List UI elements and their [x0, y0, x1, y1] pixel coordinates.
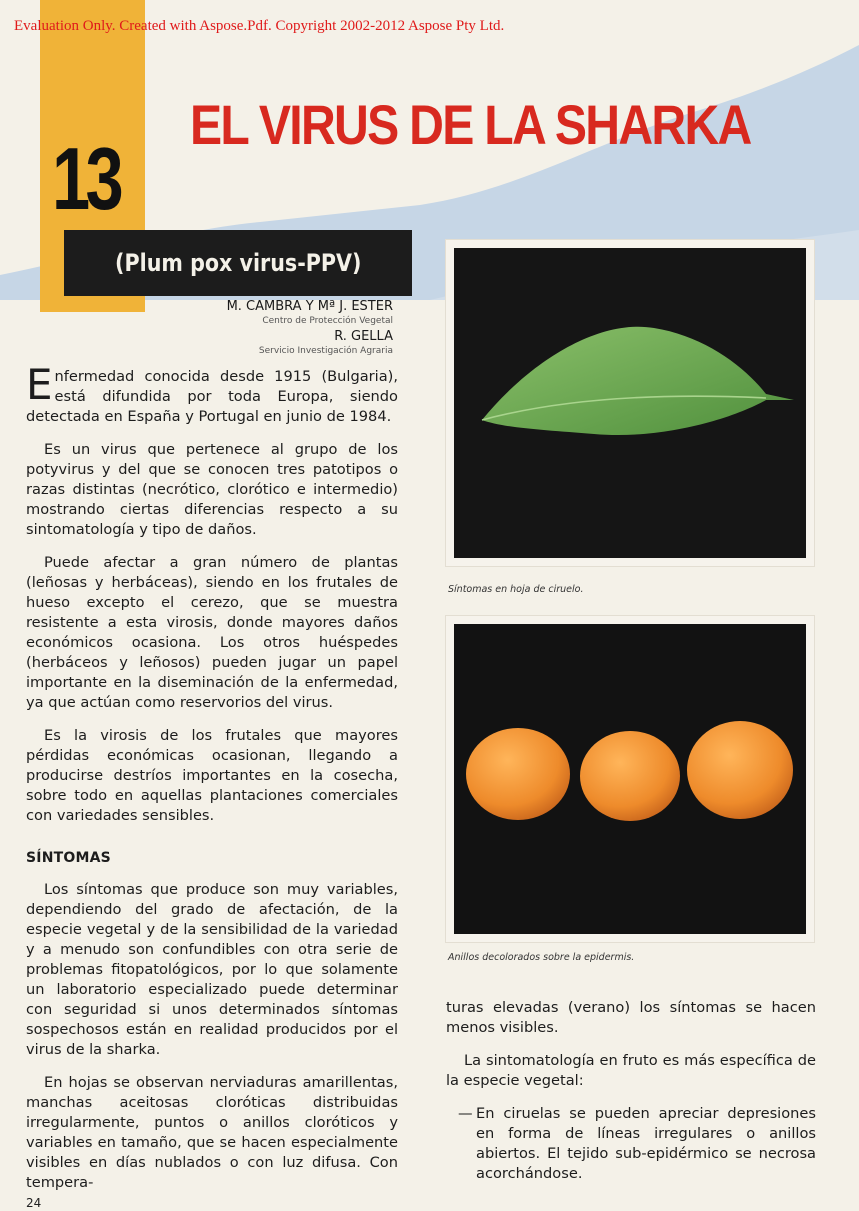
bullet-dash: —: [458, 1105, 473, 1122]
left-column: [26, 360, 398, 1206]
body-paragraph: Es la virosis de los frutales que mayores pérdidas económicas ocasionan, llegando a producirse destríos importantes en la cosecha, sobre todo en aquellas plantaciones comerciales con variedades sensibles.: [26, 727, 398, 824]
page-title: EL VIRUS DE LA SHARKA: [190, 93, 751, 156]
chapter-number: 13: [52, 129, 119, 228]
body-paragraph: Los síntomas que produce son muy variables, dependiendo del grado de afectación, de la especie vegetal y de la sensibilidad de la variedad y a menudo son confundibles con otra serie de problemas fitopatológicos, por lo que solamente un laboratorio especializado puede determinar con seguridad si unos determinados síntomas sospechosos están en realidad producidos por el virus de la sharka.: [26, 881, 398, 1058]
intro-paragraph: [26, 360, 398, 427]
section-heading: SÍNTOMAS: [26, 850, 111, 866]
bullet-text: En ciruelas se pueden apreciar depresiones en forma de líneas irregulares o anillos abiertos. El tejido sub-epidérmico se necrosa acorchándose.: [476, 1105, 816, 1182]
right-column: [446, 998, 816, 1197]
page-number: 24: [26, 1196, 42, 1210]
figure-caption: Anillos decolorados sobre la epidermis.: [448, 952, 635, 963]
body-paragraph: En hojas se observan nerviaduras amarillentas, manchas aceitosas cloróticas distribuidas irregularmente, puntos o anillos cloróticos y variables en tamaño, que se hacen especialmente visibles en días nublados o con luz difusa. Con tempera-: [26, 1074, 398, 1191]
figure-leaf: [446, 240, 814, 566]
subtitle: (Plum pox virus-PPV): [114, 249, 362, 277]
intro-text: nfermedad conocida desde 1915 (Bulgaria), está difundida por toda Europa, siendo detectada en España y Portugal en junio de 1984.: [26, 368, 398, 425]
body-paragraph: Puede afectar a gran número de plantas (leñosas y herbáceas), siendo en los frutales de hueso excepto el cerezo, que se muestra resistente a esta virosis, donde mayores daños económicos ocasiona. Los otros huéspedes (herbáceos y leñosos) pueden jugar un papel importante en la diseminación de la enfermedad, ya que actúan como reservorios del virus.: [26, 554, 398, 711]
authors-block: [200, 298, 393, 358]
watermark-text: Evaluation Only. Created with Aspose.Pdf. Copyright 2002-2012 Aspose Pty Ltd.: [14, 18, 505, 34]
author-affiliation: Servicio Investigación Agraria: [258, 346, 393, 356]
bullet-item: [446, 1104, 816, 1184]
author-affiliation: Centro de Protección Vegetal: [262, 316, 393, 326]
body-paragraph: turas elevadas (verano) los síntomas se hacen menos visibles.: [446, 999, 816, 1036]
drop-cap: E: [26, 360, 53, 409]
body-paragraph: La sintomatología en fruto es más específica de la especie vegetal:: [446, 1052, 816, 1089]
author-name: M. CAMBRA Y Mª J. ESTER: [226, 299, 393, 314]
author-name: R. GELLA: [334, 329, 393, 344]
subtitle-bar: [64, 230, 412, 296]
figure-caption: Síntomas en hoja de ciruelo.: [448, 584, 584, 595]
figure-apricots: [446, 616, 814, 942]
leaf-photo: [454, 248, 806, 558]
body-paragraph: Es un virus que pertenece al grupo de los potyvirus y del que se conocen tres patotipos o razas distintas (necrótico, clorótico e intermedio) mostrando ciertas diferencias respecto a su sintomatología y tipo de daños.: [26, 441, 398, 538]
apricots-photo: [454, 624, 806, 934]
